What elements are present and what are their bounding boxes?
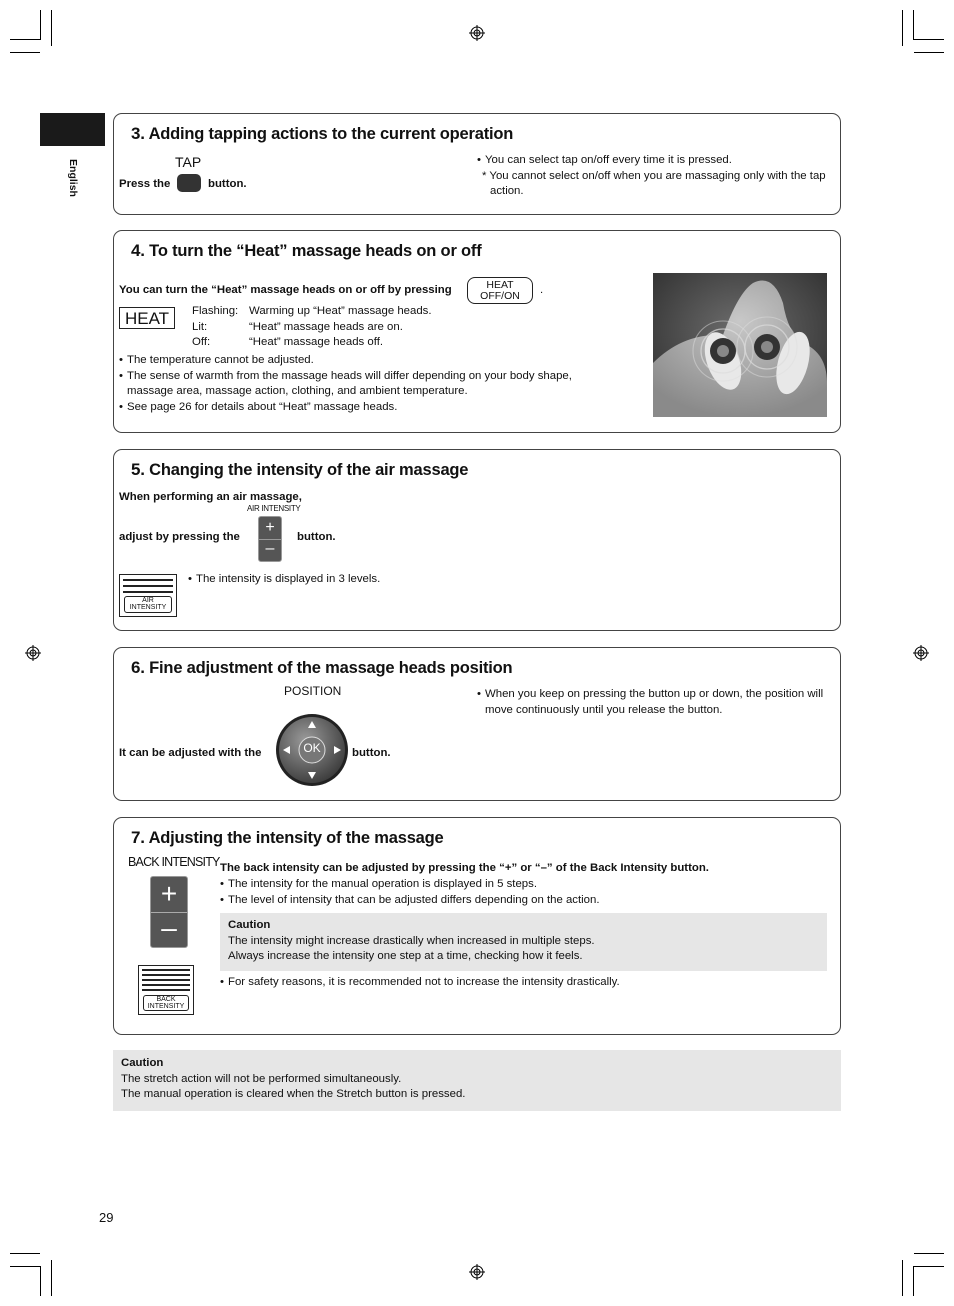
button-text: button.	[208, 178, 247, 190]
air-note: • The intensity is displayed in 3 levels.	[188, 572, 380, 588]
air-minus[interactable]: –	[265, 540, 275, 557]
crop-mark	[914, 1266, 944, 1267]
air-line2: adjust by pressing the	[119, 531, 240, 543]
air-intensity-button[interactable]	[258, 516, 282, 562]
registration-mark-icon	[469, 25, 485, 41]
crop-mark	[10, 1266, 40, 1267]
back-button-caption: BACK INTENSITY	[128, 855, 220, 869]
section-position	[113, 647, 841, 801]
crop-mark	[902, 10, 903, 46]
heat-off-on-button[interactable]: HEAT OFF/ON	[467, 277, 533, 304]
section-title: 7. Adjusting the intensity of the massage	[131, 828, 444, 847]
section-title: 6. Fine adjustment of the massage heads position	[131, 658, 513, 677]
registration-mark-icon	[469, 1264, 485, 1280]
back-notes: • The intensity for the manual operation is displayed in 5 steps. • The level of intensity that can be adjusted differs depending on the action.	[220, 877, 820, 908]
crop-mark	[914, 39, 944, 40]
position-note: • When you keep on pressing the button up or down, the position will move continuously until you release the button.	[477, 687, 837, 718]
back-intro: The back intensity can be adjusted by pressing the “+” or “–” of the Back Intensity button.	[220, 862, 709, 874]
registration-mark-icon	[913, 645, 929, 661]
crop-mark	[914, 52, 944, 53]
heat-state-list: Flashing: Warming up “Heat” massage heads. Lit: “Heat” massage heads are on. Off: “Heat” massage heads off.	[192, 305, 432, 348]
heat-notes: • The temperature cannot be adjusted. • The sense of warmth from the massage heads will differ depending on your body shape, massage area, massage action, clothing, and ambient temperature. • See page 26 for details about “Heat” massage heads.	[119, 353, 609, 415]
heat-intro: You can turn the “Heat” massage heads on or off by pressing	[119, 284, 452, 296]
air-button-caption: AIR INTENSITY	[247, 504, 301, 513]
crop-mark	[51, 10, 52, 46]
crop-mark	[40, 10, 41, 40]
button-text: button.	[352, 747, 391, 759]
button-text: button.	[297, 531, 336, 543]
press-text: Press the	[119, 178, 171, 190]
registration-mark-icon	[25, 645, 41, 661]
section-title: 5. Changing the intensity of the air massage	[131, 460, 469, 479]
section-tap	[113, 113, 841, 215]
crop-mark	[10, 1253, 40, 1254]
air-line1: When performing an air massage,	[119, 491, 302, 503]
crop-mark	[913, 1266, 914, 1296]
back-intensity-button[interactable]	[150, 876, 188, 948]
position-button-caption: POSITION	[284, 684, 342, 698]
section-title: 4. To turn the “Heat” massage heads on or off	[131, 241, 482, 260]
ok-label[interactable]: OK	[303, 741, 321, 755]
tap-button[interactable]	[177, 174, 201, 192]
language-tab-block	[40, 113, 105, 146]
bottom-caution-box: Caution The stretch action will not be performed simultaneously. The manual operation is cleared when the Stretch button is pressed.	[113, 1050, 841, 1111]
section-title: 3. Adding tapping actions to the current operation	[131, 124, 514, 143]
position-line: It can be adjusted with the	[119, 747, 262, 759]
crop-mark	[914, 1253, 944, 1254]
crop-mark	[10, 39, 40, 40]
crop-mark	[913, 10, 914, 40]
heat-indicator: HEAT	[119, 307, 175, 329]
back-caution-box: Caution The intensity might increase drastically when increased in multiple steps. Always increase the intensity one step at a time, checking how it feels.	[220, 913, 827, 971]
back-minus[interactable]: –	[161, 912, 177, 943]
crop-mark	[51, 1260, 52, 1296]
heat-massage-photo	[653, 273, 827, 417]
safety-note: • For safety reasons, it is recommended not to increase the intensity drastically.	[220, 975, 820, 991]
section-back-intensity	[113, 817, 841, 1035]
back-intensity-indicator: BACK INTENSITY	[138, 965, 194, 1015]
tap-button-caption: TAP	[175, 154, 202, 170]
air-intensity-indicator: AIR INTENSITY	[119, 574, 177, 617]
language-tab-label: English	[67, 159, 79, 197]
section-heat: 4. To turn the “Heat” massage heads on or off You can turn the “Heat” massage heads on or off by pressing HEAT OFF/ON . HEAT Flashing: Warming up “Heat” massage heads. Lit: “Heat” massage heads are on. Off: “Heat” massage heads off. • The temperature cannot be adjusted. • The sense of warmth from the massage heads will differ depending on your body shape, massage area, massage action, clothing, and ambient temperature. • See page 26 for details about “Heat” massage heads.	[113, 230, 841, 433]
crop-mark	[902, 1260, 903, 1296]
air-plus[interactable]: +	[259, 517, 281, 540]
tap-notes: • You can select tap on/off every time it is pressed. * You cannot select on/off when you are massaging only with the tap action.	[477, 153, 837, 200]
crop-mark	[10, 52, 40, 53]
back-plus[interactable]: +	[151, 877, 187, 913]
page-number: 29	[99, 1210, 114, 1225]
crop-mark	[40, 1266, 41, 1296]
section-air-intensity	[113, 449, 841, 631]
